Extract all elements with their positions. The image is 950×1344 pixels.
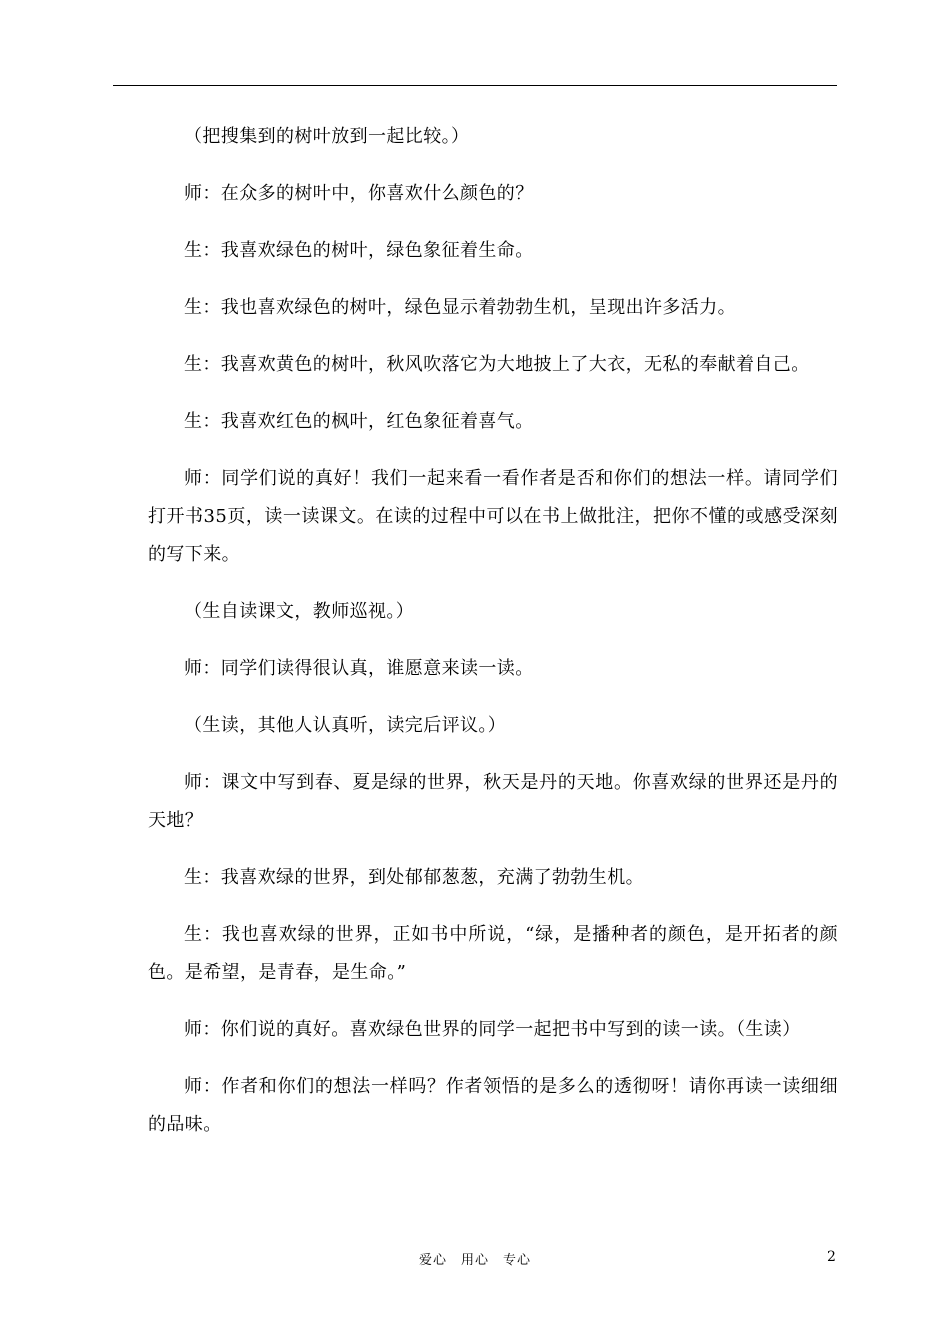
page-footer: 爱心 用心 专心 — [418, 1253, 531, 1268]
paragraph: 生：我喜欢绿色的树叶，绿色象征着生命。 — [184, 240, 534, 261]
paragraph: 师：作者和你们的想法一样吗？作者领悟的是多么的透彻呀！请你再读一读细细的品味。 — [148, 1076, 838, 1135]
paragraph: （生自读课文，教师巡视。） — [184, 601, 415, 622]
document-body — [148, 118, 838, 1163]
paragraph: 师：你们说的真好。喜欢绿色世界的同学一起把书中写到的读一读。（生读） — [184, 1019, 801, 1040]
paragraph: （生读，其他人认真听，读完后评议。） — [184, 715, 507, 736]
paragraph: 生：我也喜欢绿的世界，正如书中所说，“绿，是播种者的颜色，是开拓者的颜色。是希望，是青春，是生命。” — [148, 924, 838, 983]
paragraph: 生：我喜欢黄色的树叶，秋风吹落它为大地披上了大衣，无私的奉献着自己。 — [184, 354, 810, 375]
paragraph: 师：同学们读得很认真，谁愿意来读一读。 — [184, 658, 534, 679]
paragraph: （把搜集到的树叶放到一起比较。） — [184, 126, 470, 147]
page-number: 2 — [827, 1249, 836, 1265]
paragraph: 生：我也喜欢绿色的树叶，绿色显示着勃勃生机，呈现出许多活力。 — [184, 297, 736, 318]
paragraph: 师：课文中写到春、夏是绿的世界，秋天是丹的天地。你喜欢绿的世界还是丹的天地？ — [148, 772, 838, 831]
paragraph: 生：我喜欢绿的世界，到处郁郁葱葱，充满了勃勃生机。 — [184, 867, 644, 888]
header-rule — [113, 85, 837, 86]
paragraph: 生：我喜欢红色的枫叶，红色象征着喜气。 — [184, 411, 534, 432]
paragraph: 师：同学们说的真好！我们一起来看一看作者是否和你们的想法一样。请同学们打开书35页，读一读课文。在读的过程中可以在书上做批注，把你不懂的或感受深刻的写下来。 — [148, 468, 838, 565]
paragraph: 师：在众多的树叶中，你喜欢什么颜色的？ — [184, 183, 534, 204]
